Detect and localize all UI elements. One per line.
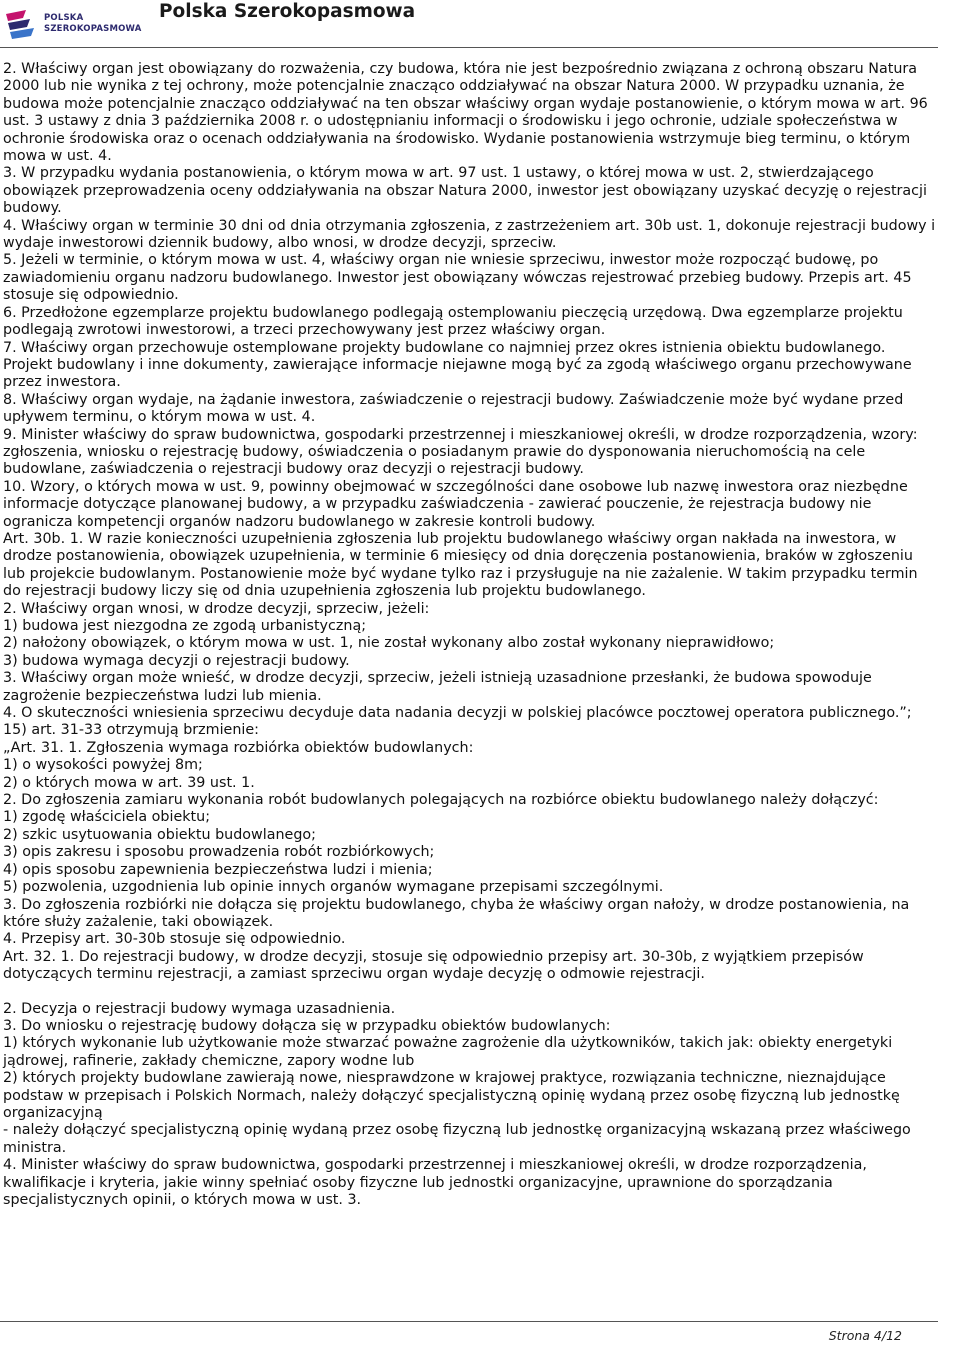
paragraph: - należy dołączyć specjalistyczną opinię wydaną przez osobę fizyczną lub jednostkę organizacyjną wskazaną przez właściwego ministra. xyxy=(3,1122,911,1156)
paragraph: 4) opis sposobu zapewnienia bezpieczeństwa ludzi i mienia; xyxy=(3,861,433,878)
paragraph: Art. 30b. 1. W razie konieczności uzupełnienia zgłoszenia lub projektu budowlanego właściwy organ nakłada na inwestora, w drodze postanowienia, obowiązek uzupełnienia, w terminie 6 miesięcy od dnia doręczenia postanowienia, braków w zgłoszeniu lub projekcie budowlanym. Postanowienie może być wydane tylko raz i przysługuje na nie zażalenie. W takim przypadku termin do rejestracji budowy liczy się od dnia uzupełnienia zgłoszenia lub projektu budowlanego. xyxy=(3,530,918,600)
paragraph: 6. Przedłożone egzemplarze projektu budowlanego podlegają ostemplowaniu pieczęcią urzędową. Dwa egzemplarze projektu podlegają zwrotowi inwestorowi, a trzeci przechowywany jest przez właściwy organ. xyxy=(3,304,903,339)
paragraph: 2. Właściwy organ wnosi, w drodze decyzji, sprzeciw, jeżeli: xyxy=(3,600,430,617)
paragraph: 5) pozwolenia, uzgodnienia lub opinie innych organów wymagane przepisami szczególnymi. xyxy=(3,879,664,896)
paragraph: 3. Do wniosku o rejestrację budowy dołącza się w przypadku obiektów budowlanych: xyxy=(3,1017,611,1034)
paragraph: 1) zgodę właściciela obiektu; xyxy=(3,809,211,826)
site-logo[interactable] xyxy=(4,6,142,44)
paragraph: 15) art. 31-33 otrzymują brzmienie: xyxy=(3,722,259,739)
paragraph: 2. Do zgłoszenia zamiaru wykonania robót budowlanych polegających na rozbiórce obiektu budowlanego należy dołączyć: xyxy=(3,792,879,809)
paragraph: Art. 32. 1. Do rejestracji budowy, w drodze decyzji, stosuje się odpowiednio przepisy art. 30-30b, z wyjątkiem przepisów dotyczących terminu rejestracji, a zamiast sprzeciwu organ wydaje decyzję o odmowie rejestracji. xyxy=(3,948,864,983)
paragraph: 2) o których mowa w art. 39 ust. 1. xyxy=(3,774,255,791)
paragraph: 8. Właściwy organ wydaje, na żądanie inwestora, zaświadczenie o rejestracji budowy. Zaświadczenie może być wydane przed upływem terminu, o którym mowa w ust. 4. xyxy=(3,391,904,426)
paragraph: 3. W przypadku wydania postanowienia, o którym mowa w art. 97 ust. 1 ustawy, o której mowa w ust. 2, stwierdzającego obowiązek przeprowadzenia oceny oddziaływania na obszar Natura 2000, inwestor jest obowiązany uzyskać decyzję o rejestracji budowy. xyxy=(3,165,927,217)
block-spacer xyxy=(3,984,938,1001)
paragraph: 4. Minister właściwy do spraw budownictwa, gospodarki przestrzennej i mieszkaniowej określi, w drodze rozporządzenia, kwalifikacje i kryteria, jakie winny spełniać osoby fizyczne lub jednostki organizacyjne, uprawnione do sporządzania specjalistycznych opinii, o których mowa w ust. 3. xyxy=(3,1157,867,1208)
paragraph: 9. Minister właściwy do spraw budownictwa, gospodarki przestrzennej i mieszkaniowej określi, w drodze rozporządzenia, wzory: zgłoszenia, wniosku o rejestrację budowy, oświadczenia o posiadanym prawie do dysponowania nieruchomością na cele budowlane, zaświadczenia o rejestracji budowy oraz decyzji o rejestracji budowy. xyxy=(3,426,918,478)
paragraph: 3) opis zakresu i sposobu prowadzenia robót rozbiórkowych; xyxy=(3,844,435,861)
header-divider xyxy=(0,47,938,48)
paragraph: 2) których projekty budowlane zawierają nowe, niesprawdzone w krajowej praktyce, rozwiązania techniczne, nieznajdujące podstaw w przepisach i Polskich Normach, należy dołączyć specjalistyczną opinię wydaną przez osobę fizyczną lub jednostkę organizacyjną xyxy=(3,1070,900,1121)
paragraph: 2) nałożony obowiązek, o którym mowa w ust. 1, nie został wykonany albo został wykonany nieprawidłowo; xyxy=(3,635,775,652)
paragraph: 1) budowa jest niezgodna ze zgodą urbanistyczną; xyxy=(3,618,367,634)
logo-mark-icon xyxy=(4,8,40,42)
text-block-1 xyxy=(3,61,938,984)
paragraph: 4. O skuteczności wniesienia sprzeciwu decyduje data nadania decyzji w polskiej placówce pocztowej operatora publicznego.”; xyxy=(3,705,912,722)
logo-line-2: SZEROKOPASMOWA xyxy=(44,24,142,34)
paragraph: 5. Jeżeli w terminie, o którym mowa w ust. 4, właściwy organ nie wniesie sprzeciwu, inwestor może rozpocząć budowę, po zawiadomieniu organu nadzoru budowlanego. Inwestor jest obowiązany wówczas rejestrować przebieg budowy. Przepis art. 45 stosuje się odpowiednio. xyxy=(3,252,912,304)
footer-divider xyxy=(0,1321,938,1322)
page-header xyxy=(0,0,960,50)
paragraph: 1) o wysokości powyżej 8m; xyxy=(3,757,203,774)
logo-text xyxy=(44,13,142,35)
paragraph: 2. Właściwy organ jest obowiązany do rozważenia, czy budowa, która nie jest bezpośrednio związana z ochroną obszaru Natura 2000 lub nie wynika z tej ochrony, może potencjalnie znacząco oddziaływać na obszar Natura 2000. W przypadku uznania, że budowa może potencjalnie znacząco oddziaływać na ten obszar właściwy organ wydaje postanowienie, o którym mowa w art. 96 ust. 3 ustawy z dnia 3 października 2008 r. o udostępnianiu informacji o środowisku i jego ochronie, udziale społeczeństwa w ochronie środowiska oraz o ocenach oddziaływania na środowisko. Wydanie postanowienia wstrzymuje bieg terminu, o którym mowa w ust. 4. xyxy=(3,61,928,165)
paragraph: 2) szkic usytuowania obiektu budowlanego; xyxy=(3,826,316,843)
document-body xyxy=(3,61,938,1209)
paragraph: „Art. 31. 1. Zgłoszenia wymaga rozbiórka obiektów budowlanych: xyxy=(3,739,474,756)
paragraph: 10. Wzory, o których mowa w ust. 9, powinny obejmować w szczególności dane osobowe lub nazwę inwestora oraz niezbędne informacje dotyczące planowanej budowy, a w przypadku zaświadczenia - zawierać pouczenie, że rejestracja budowy nie ogranicza kompetencji organów nadzoru budowlanego w zakresie kontroli budowy. xyxy=(3,478,908,530)
text-block-2 xyxy=(3,1001,938,1210)
paragraph: 3) budowa wymaga decyzji o rejestracji budowy. xyxy=(3,652,350,669)
logo-line-1: POLSKA xyxy=(44,13,84,23)
page-number: Strona 4/12 xyxy=(828,1328,902,1343)
paragraph: 4. Właściwy organ w terminie 30 dni od dnia otrzymania zgłoszenia, z zastrzeżeniem art. 30b ust. 1, dokonuje rejestracji budowy i wydaje inwestorowi dziennik budowy, albo wnosi, w drodze decyzji, sprzeciw. xyxy=(3,217,936,252)
paragraph: 3. Właściwy organ może wnieść, w drodze decyzji, sprzeciw, jeżeli istnieją uzasadnione przesłanki, że budowa spowoduje zagrożenie bezpieczeństwa ludzi lub mienia. xyxy=(3,670,872,704)
paragraph: 4. Przepisy art. 30-30b stosuje się odpowiednio. xyxy=(3,931,346,948)
paragraph: 2. Decyzja o rejestracji budowy wymaga uzasadnienia. xyxy=(3,1000,396,1017)
paragraph: 1) których wykonanie lub użytkowanie może stwarzać poważne zagrożenie dla użytkowników, takich jak: obiekty energetyki jądrowej, rafinerie, zakłady chemiczne, zapory wodne lub xyxy=(3,1035,893,1069)
site-title: Polska Szerokopasmowa xyxy=(159,1,416,22)
paragraph: 3. Do zgłoszenia rozbiórki nie dołącza się projektu budowlanego, chyba że właściwy organ nałoży, w drodze postanowienia, na które służy zażalenie, taki obowiązek. xyxy=(3,896,910,930)
paragraph: 7. Właściwy organ przechowuje ostemplowane projekty budowlane co najmniej przez okres istnienia obiektu budowlanego. Projekt budowlany i inne dokumenty, zawierające informacje niejawne mogą być za zgodą właściwego organu przechowywane przez inwestora. xyxy=(3,339,912,391)
